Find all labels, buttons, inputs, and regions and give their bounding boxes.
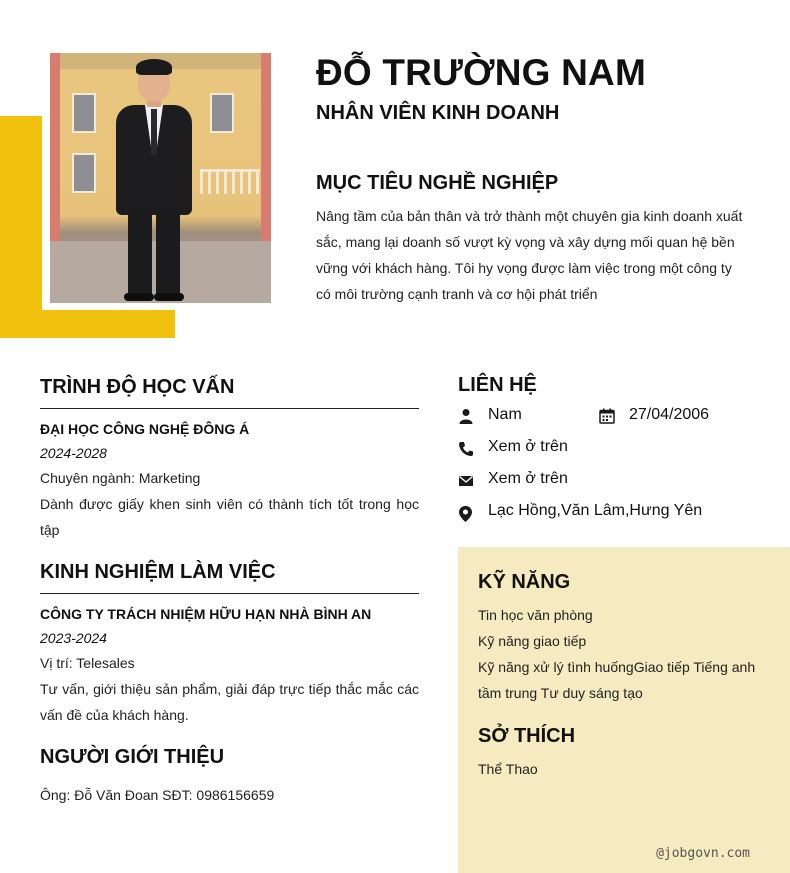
- objective-heading: MỤC TIÊU NGHỀ NGHIỆP: [316, 172, 559, 194]
- education-heading: TRÌNH ĐỘ HỌC VẤN: [40, 376, 235, 398]
- skill-item: Tin học văn phòng: [478, 607, 593, 623]
- hobbies-heading: SỞ THÍCH: [478, 725, 576, 747]
- education-detail: Dành được giấy khen sinh viên có thành tích tốt trong học tập: [40, 496, 419, 538]
- experience-position: Vị trí: Telesales: [40, 655, 135, 671]
- experience-heading: KINH NGHIỆM LÀM VIỆC: [40, 561, 276, 583]
- experience-detail: Tư vấn, giới thiệu sản phẩm, giải đáp trực tiếp thắc mắc các vấn đề của khách hàng.: [40, 681, 419, 723]
- phone-icon: [458, 441, 474, 457]
- watermark: @jobgovn.com: [656, 846, 750, 861]
- accent-bar-vertical: [0, 116, 42, 338]
- objective-text: Nâng tầm của bản thân và trở thành một chuyên gia kinh doanh xuất sắc, mang lại doanh số vượt kỳ vọng và xây dựng mối quan hệ bền vững với khách hàng. Tôi hy vọng được làm việc trong một công ty có môi trường cạnh tranh và cơ hội phát triển: [316, 208, 743, 302]
- accent-bar-horizontal: [0, 310, 175, 338]
- hobby-item: Thể Thao: [478, 761, 538, 777]
- contact-gender: Nam: [488, 406, 522, 423]
- skill-item: Kỹ năng xử lý tình huốngGiao tiếp Tiếng anh tầm trung Tư duy sáng tạo: [478, 659, 756, 701]
- calendar-icon: [599, 408, 615, 424]
- profile-photo: [50, 53, 271, 303]
- contact-email: Xem ở trên: [488, 470, 568, 487]
- skills-panel: [458, 547, 790, 873]
- education-school: ĐẠI HỌC CÔNG NGHỆ ĐÔNG Á: [40, 421, 250, 437]
- candidate-name: ĐỖ TRƯỜNG NAM: [316, 52, 646, 93]
- reference-text: Ông: Đỗ Văn Đoan SĐT: 0986156659: [40, 787, 275, 803]
- experience-divider: [40, 593, 419, 594]
- job-title: NHÂN VIÊN KINH DOANH: [316, 102, 560, 124]
- contact-address: Lạc Hồng,Văn Lâm,Hưng Yên: [488, 502, 703, 519]
- experience-company: CÔNG TY TRÁCH NHIỆM HỮU HẠN NHÀ BÌNH AN: [40, 606, 372, 622]
- email-icon: [458, 473, 474, 489]
- contact-phone: Xem ở trên: [488, 438, 568, 455]
- skill-item: Kỹ năng giao tiếp: [478, 633, 587, 649]
- education-major: Chuyên ngành: Marketing: [40, 470, 201, 486]
- person-icon: [458, 408, 474, 424]
- contact-birthday: 27/04/2006: [629, 406, 710, 423]
- skills-heading: KỸ NĂNG: [478, 571, 571, 593]
- experience-period: 2023-2024: [40, 630, 107, 646]
- contact-heading: LIÊN HỆ: [458, 374, 537, 396]
- education-period: 2024-2028: [40, 445, 107, 461]
- education-divider: [40, 408, 419, 409]
- reference-heading: NGƯỜI GIỚI THIỆU: [40, 746, 225, 768]
- location-icon: [457, 505, 474, 523]
